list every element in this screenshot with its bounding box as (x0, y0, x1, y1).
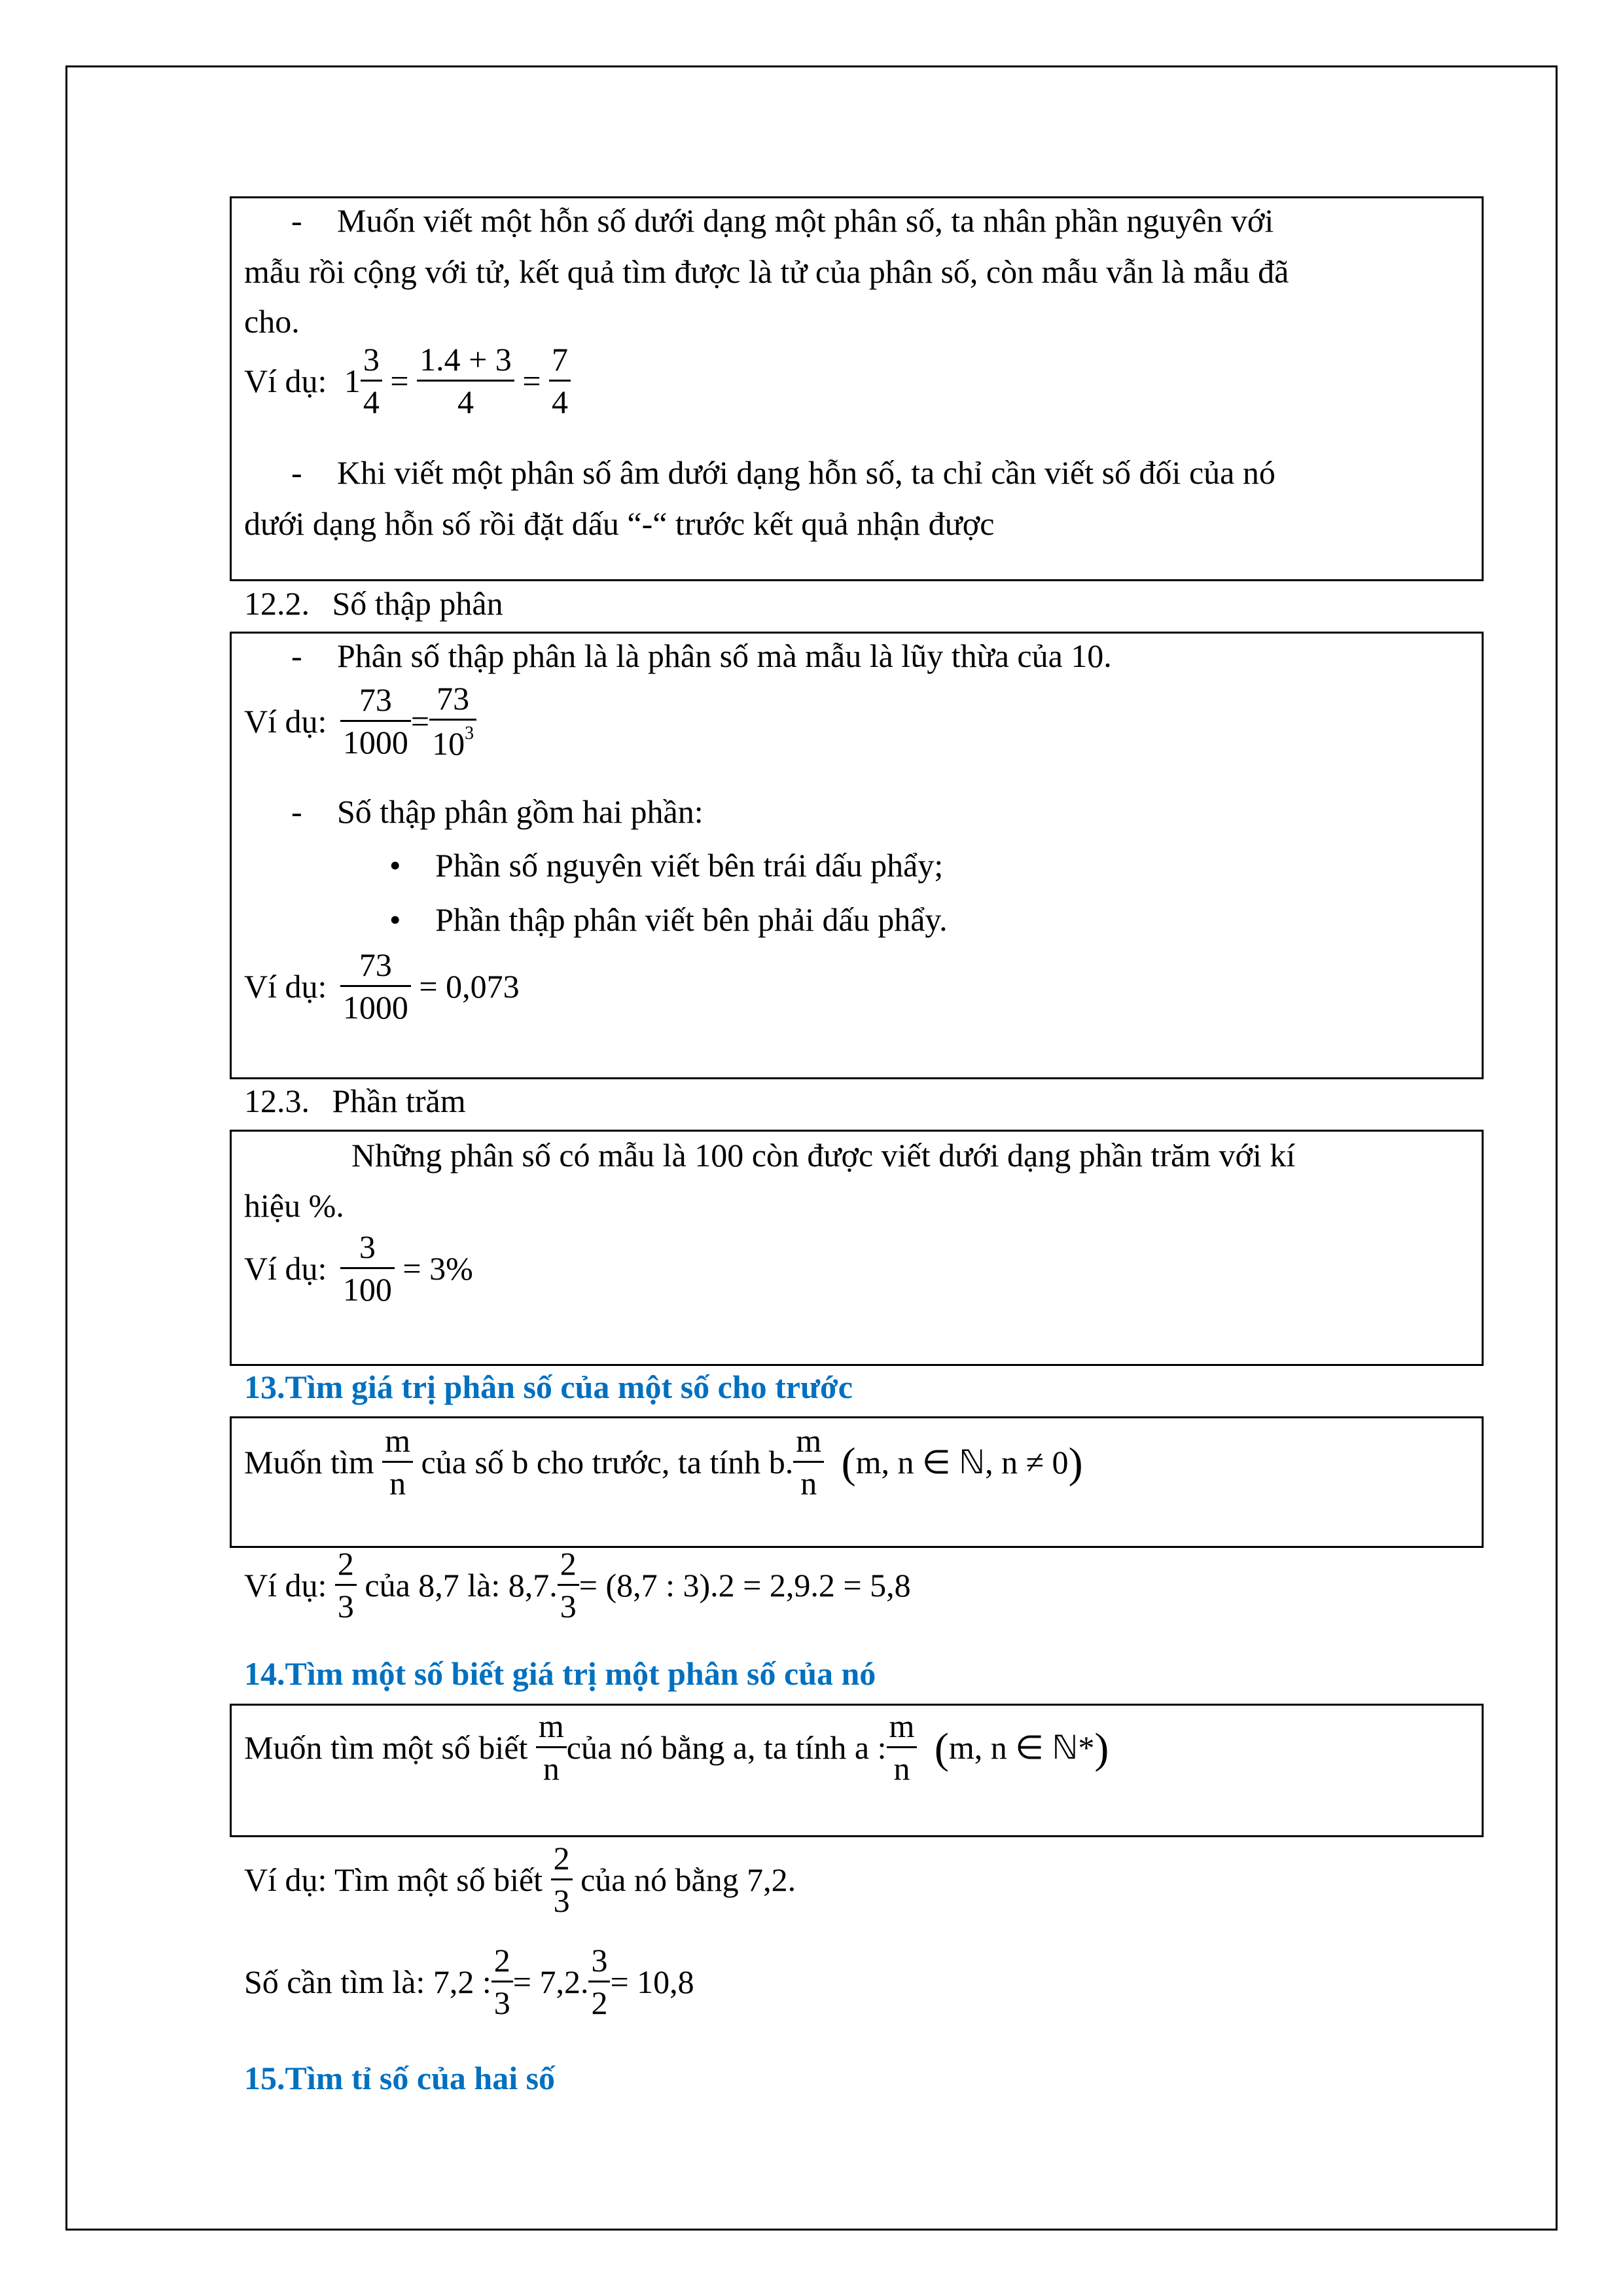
example-mixed-number (244, 341, 571, 422)
text-line: của nó bằng a, ta tính (566, 1729, 847, 1766)
denominator (429, 725, 476, 760)
fraction-bar (382, 1461, 413, 1463)
dash-marker: - (291, 637, 302, 674)
text-line: Số thập phân gồm hai phần: (337, 793, 704, 830)
paren-open: ( (934, 1724, 949, 1772)
numerator: 2 (560, 1545, 577, 1582)
text-line: Muốn viết một hỗn số dưới dạng một phân số, ta nhân phần nguyên với (337, 202, 1274, 239)
paren-open: ( (841, 1439, 856, 1487)
dash-marker: - (291, 793, 302, 830)
equals-sign: = (522, 362, 541, 399)
denominator: 1000 (342, 724, 408, 761)
numerator: 2 (337, 1545, 354, 1582)
numerator: 2 (493, 1942, 510, 1979)
example-decimal-number (244, 946, 520, 1028)
text-line: hiệu %. (244, 1187, 344, 1224)
fraction-bar (536, 1746, 567, 1748)
fraction (558, 1547, 579, 1623)
section-heading-14: 14.Tìm một số biết giá trị một phân số của nó (244, 1655, 876, 1692)
fraction-bar (887, 1746, 918, 1748)
denominator: n (800, 1465, 817, 1501)
power-exponent: 3 (465, 723, 474, 744)
expression: = 7,2. (512, 1963, 589, 2000)
text-line: cho. (244, 303, 300, 340)
numerator: m (538, 1708, 564, 1744)
section-heading-15: 15.Tìm tỉ số của hai số (244, 2060, 556, 2096)
denominator: 4 (552, 384, 569, 420)
text-line: Khi viết một phân số âm dưới dạng hỗn số, ta chỉ cần viết số đối của nó (337, 454, 1275, 491)
denominator: 4 (457, 384, 474, 420)
example-decimal-fraction (244, 680, 476, 764)
fraction (588, 1944, 610, 2019)
numerator: 2 (553, 1840, 570, 1876)
fraction (382, 1424, 413, 1499)
dash-marker: - (291, 202, 302, 239)
bullet-icon: • (389, 901, 401, 938)
fraction-bar (793, 1461, 824, 1463)
fraction (536, 1710, 567, 1785)
denominator: 3 (337, 1588, 354, 1624)
denominator: 3 (560, 1588, 577, 1624)
numerator: 73 (359, 681, 392, 718)
example-label: Ví dụ: (244, 1861, 327, 1898)
text-line: của nó bằng 7,2. (580, 1861, 796, 1898)
fraction (361, 343, 382, 418)
denominator: 3 (493, 1984, 510, 2021)
example-label: Ví dụ: (244, 362, 327, 399)
list-item-text: Phần số nguyên viết bên trái dấu phẩy; (435, 847, 944, 884)
fraction (551, 1842, 573, 1917)
text-line: của số b cho trước, ta tính (421, 1443, 761, 1480)
rule-decimal-fraction (291, 639, 1112, 672)
fraction (491, 1944, 513, 2019)
section-heading-13: 13.Tìm giá trị phân số của một số cho trước (244, 1369, 853, 1405)
fraction (793, 1424, 824, 1499)
rule-decimal-parts (291, 795, 704, 828)
section-title: Phần trăm (332, 1083, 466, 1119)
section-title: Số thập phân (332, 585, 503, 622)
denominator: 1000 (342, 989, 408, 1026)
fraction-bar (340, 985, 411, 987)
numerator: 3 (359, 1229, 376, 1265)
fraction (549, 343, 571, 418)
fraction (340, 1230, 395, 1306)
fraction-bar (361, 380, 382, 382)
solution-label: Số cần tìm là: (244, 1963, 425, 2000)
fraction (887, 1710, 918, 1785)
numerator: m (385, 1422, 411, 1459)
text-line: Muốn tìm (244, 1443, 374, 1480)
fraction (335, 1547, 357, 1623)
fraction-bar (491, 1981, 513, 1982)
variable: b. (768, 1443, 794, 1480)
numerator: 7 (552, 341, 569, 378)
fraction-bar (340, 1267, 395, 1269)
bullet-icon: • (389, 847, 401, 884)
expression: 8,7. (508, 1566, 558, 1604)
example-label: Ví dụ: (244, 1249, 327, 1287)
denominator: 100 (342, 1271, 392, 1308)
dash-marker: - (291, 454, 302, 491)
numerator: m (796, 1422, 822, 1459)
example-fraction-of-number (244, 1545, 911, 1626)
numerator: 73 (359, 946, 392, 983)
rule-mixed-to-fraction (291, 204, 1274, 237)
numerator: 73 (437, 680, 470, 717)
numerator: 1.4 + 3 (419, 341, 512, 378)
fraction (429, 682, 476, 760)
result: = 3% (402, 1249, 473, 1287)
condition: m, n ∈ ℕ, n ≠ 0 (855, 1443, 1069, 1480)
text-line: Những phân số có mẫu là 100 còn được viết dưới dạng phần trăm với kí (351, 1137, 1296, 1174)
text-line: của 8,7 là: (365, 1566, 501, 1604)
fraction-bar (335, 1584, 357, 1586)
subsection-title-12-2 (244, 587, 503, 620)
paren-close: ) (1094, 1724, 1109, 1772)
section-number: 12.2. (244, 585, 310, 622)
text-line: Phân số thập phân là là phân số mà mẫu là lũy thừa của 10. (337, 637, 1112, 674)
denominator: n (389, 1465, 406, 1501)
fraction-bar (549, 380, 571, 382)
example-percent (244, 1229, 473, 1310)
rule-fraction-of-number (244, 1422, 1083, 1503)
expression: 7,2 : (433, 1963, 491, 2000)
rule-negative-mixed (291, 456, 1275, 489)
numerator: 3 (591, 1942, 608, 1979)
example-number-from-fraction (244, 1840, 796, 1921)
text-line: Tìm một số biết (334, 1861, 543, 1898)
denominator: 3 (553, 1882, 570, 1919)
result: = 0,073 (419, 967, 520, 1005)
expression: = (8,7 : 3).2 = 2,9.2 = 5,8 (579, 1566, 911, 1604)
example-label: Ví dụ: (244, 702, 327, 740)
list-item-text: Phần thập phân viết bên phải dấu phẩy. (435, 901, 948, 938)
text-line: mẫu rồi cộng với tử, kết quả tìm được là tử của phân số, còn mẫu vẫn là mẫu đã (244, 253, 1289, 290)
power-base: 10 (432, 725, 465, 762)
equals-sign: = (410, 702, 430, 740)
fraction (340, 683, 411, 759)
list-item (389, 849, 943, 882)
numerator: 3 (363, 341, 380, 378)
fraction-bar (429, 719, 476, 721)
example-label: Ví dụ: (244, 1566, 327, 1604)
example-label: Ví dụ: (244, 967, 327, 1005)
variable: a : (854, 1729, 887, 1766)
paren-close: ) (1068, 1439, 1083, 1487)
condition: m, n ∈ ℕ* (948, 1729, 1095, 1766)
denominator: n (543, 1750, 560, 1787)
fraction (340, 948, 411, 1024)
fraction (417, 343, 514, 418)
section-number: 12.3. (244, 1083, 310, 1119)
expression: = 10,8 (610, 1963, 694, 2000)
fraction-bar (558, 1584, 579, 1586)
text-line: dưới dạng hỗn số rồi đặt dấu “-“ trước kết quả nhận được (244, 505, 995, 542)
equals-sign: = (390, 362, 409, 399)
denominator: 2 (591, 1984, 608, 2021)
text-line: Muốn tìm một số biết (244, 1729, 528, 1766)
solution-number-from-fraction (244, 1942, 694, 2023)
fraction-bar (588, 1981, 610, 1982)
fraction-bar (417, 380, 514, 382)
denominator: 4 (363, 384, 380, 420)
fraction-bar (551, 1878, 573, 1880)
subsection-title-12-3 (244, 1085, 466, 1117)
whole-part: 1 (344, 362, 361, 399)
numerator: m (889, 1708, 915, 1744)
list-item (389, 903, 948, 936)
denominator: n (893, 1750, 910, 1787)
rule-number-from-fraction (244, 1708, 1109, 1789)
fraction-bar (340, 720, 411, 722)
